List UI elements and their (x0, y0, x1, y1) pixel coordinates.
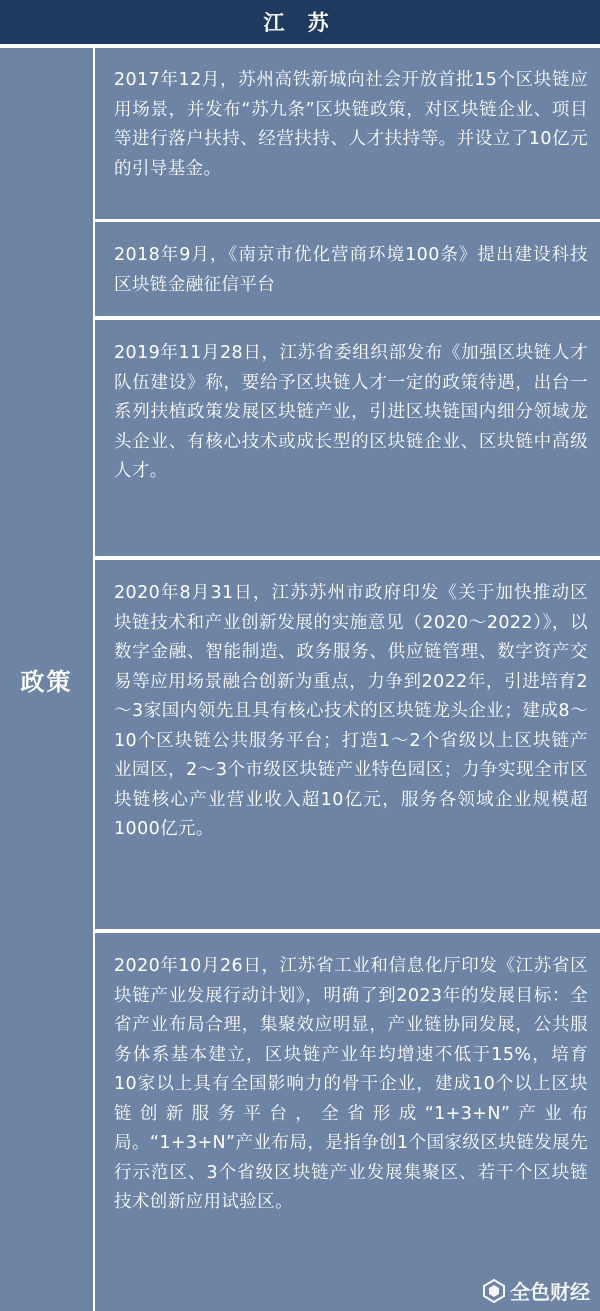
logo-icon (482, 1279, 506, 1303)
watermark-text: 全色财经 (510, 1280, 590, 1304)
policy-entry-2019-11: 2019年11月28日，江苏省委组织部发布《加强区块链人才队伍建设》称，要给予区块链人才一定的政策待遇，出台一系列扶植政策发展区块链产业，引进区块链国内细分领域龙头企业、有核心技术或成长型的区块链企业、区块链中高级人才。 (95, 320, 600, 556)
watermark (482, 1276, 590, 1305)
policy-entry-2020-08: 2020年8月31日，江苏苏州市政府印发《关于加快推动区块链技术和产业创新发展的实施意见（2020～2022）》，以数字金融、智能制造、政务服务、供应链管理、数字资产交易等应用场景融合创新为重点，力争到2022年，引进培育2～3家国内领先且具有核心技术的区块链龙头企业；建成8～10个区块链公共服务平台；打造1～2个省级以上区块链产业园区，2～3个市级区块链产业特色园区；力争实现全市区块链核心产业营业收入超10亿元，服务各领域企业规模超1000亿元。 (95, 560, 600, 929)
policy-entry-2018-09: 2018年9月，《南京市优化营商环境100条》提出建设科技区块链金融征信平台 (95, 222, 600, 316)
province-header: 江 苏 (0, 0, 600, 44)
category-cell (0, 48, 93, 1311)
category-label: 政策 (20, 668, 73, 696)
policy-entry-2020-10: 2020年10月26日，江苏省工业和信息化厅印发《江苏省区块链产业发展行动计划》，明确了到2023年的发展目标：全省产业布局合理，集聚效应明显，产业链协同发展，公共服务体系基本建立，区块链产业年均增速不低于15%，培育10家以上具有全国影响力的骨干企业，建成10个以上区块链创新服务平台，全省形成“1+3+N”产业布局。“1+3+N”产业布局，是指争创1个国家级区块链发展先行示范区、3个省级区块链产业发展集聚区、若干个区块链技术创新应用试验区。 (95, 933, 600, 1311)
policy-entry-2017-12: 2017年12月，苏州高铁新城向社会开放首批15个区块链应用场景，并发布“苏九条”区块链政策，对区块链企业、项目等进行落户扶持、经营扶持、人才扶持等。并设立了10亿元的引导基金。 (95, 48, 600, 219)
